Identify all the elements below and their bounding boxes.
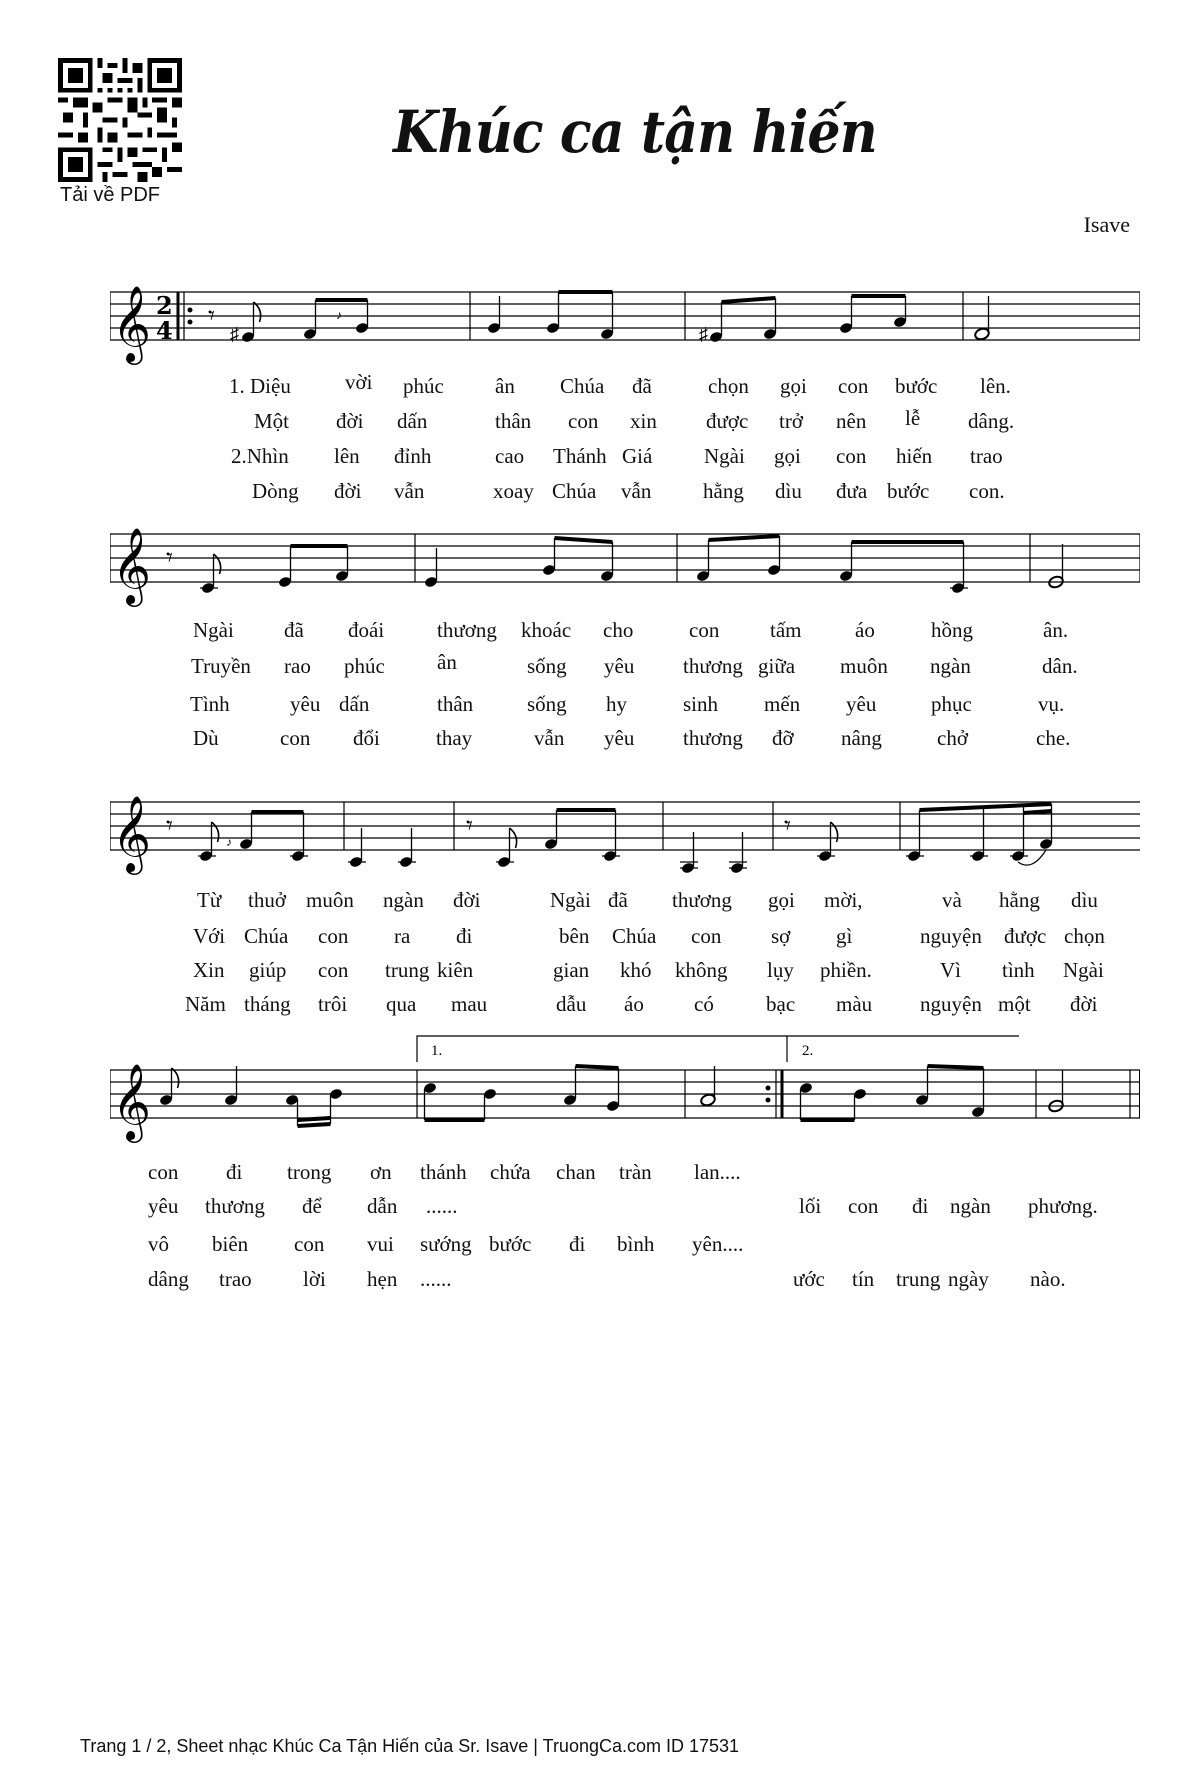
lyric-word: đã: [632, 374, 652, 398]
svg-text:𝄾: 𝄾: [208, 301, 215, 331]
lyric-word: mời,: [824, 888, 863, 912]
lyric-word: nguyện: [920, 924, 982, 948]
lyric-word: Một: [254, 409, 290, 433]
lyric-word: bạc: [766, 992, 796, 1016]
lyric-word: Từ: [197, 888, 222, 912]
lyric-word: đời: [336, 409, 364, 433]
lyric-word: đỉnh: [394, 444, 432, 468]
lyric-word: lối: [799, 1194, 822, 1218]
lyric-word: hằng: [999, 888, 1040, 912]
lyric-word: lên.: [980, 374, 1011, 398]
lyric-word: lụy: [767, 958, 794, 982]
lyric-word: vẫn: [394, 479, 425, 503]
lyric-word: dân.: [1042, 654, 1078, 678]
lyric-word: tràn: [619, 1160, 652, 1184]
lyric-word: áo: [624, 992, 644, 1016]
lyric-word: bước: [887, 479, 930, 503]
lyric-word: hằng: [703, 479, 744, 503]
lyric-word: chan: [556, 1160, 596, 1184]
lyric-word: sống: [527, 692, 567, 716]
lyric-word: con: [148, 1160, 179, 1184]
lyric-word: đưa: [836, 479, 868, 503]
lyric-word: Ngài: [550, 888, 591, 912]
lyric-word: ân: [437, 650, 457, 674]
staff-system-2: [110, 504, 1140, 614]
staff-system-4: [110, 1026, 1140, 1150]
lyric-word: lan....: [694, 1160, 741, 1184]
lyric-word: Ngài: [193, 618, 234, 642]
lyric-word: cao: [495, 444, 525, 468]
lyric-word: trở: [779, 409, 803, 433]
lyric-word: khoác: [521, 618, 572, 642]
lyric-word: bước: [895, 374, 938, 398]
lyric-word: một: [998, 992, 1031, 1016]
lyric-word: dìu: [1071, 888, 1098, 912]
lyric-word: ngàn: [930, 654, 971, 678]
lyric-word: phúc: [344, 654, 385, 678]
lyric-word: để: [302, 1194, 322, 1218]
lyric-word: Thánh: [553, 444, 607, 468]
lyric-word: con: [836, 444, 867, 468]
lyric-word: bước: [489, 1232, 532, 1256]
lyric-word: hẹn: [367, 1267, 398, 1291]
lyric-word: trong: [287, 1160, 332, 1184]
lyric-word: muôn: [840, 654, 888, 678]
lyric-word: dấn: [397, 409, 428, 433]
notes-system-4: [159, 1066, 1064, 1126]
lyric-word: vời: [345, 370, 373, 394]
lyric-word: ......: [426, 1194, 458, 1218]
lyric-word: dâng.: [968, 409, 1015, 433]
lyric-word: Dù: [193, 726, 219, 750]
lyric-word: tín: [852, 1267, 875, 1291]
lyric-word: con: [838, 374, 869, 398]
lyric-word: nâng: [841, 726, 882, 750]
lyric-word: vẫn: [534, 726, 565, 750]
lyric-word: được: [706, 409, 749, 433]
lyric-word: Ngài: [704, 444, 745, 468]
svg-text:♯: ♯: [699, 324, 708, 344]
lyric-word: lời: [303, 1267, 326, 1291]
lyric-word: che.: [1036, 726, 1071, 750]
treble-clef-icon: 𝄞: [112, 285, 152, 362]
lyric-word: ngàn: [950, 1194, 991, 1218]
lyric-word: Ngài: [1063, 958, 1104, 982]
lyric-word: hồng: [931, 618, 973, 642]
lyric-word: cho: [603, 618, 634, 642]
lyric-word: giúp: [249, 958, 287, 982]
lyric-word: chọn: [1064, 924, 1105, 948]
lyric-word: thương: [683, 654, 743, 678]
lyric-word: xoay: [493, 479, 534, 503]
lyric-word: yên....: [692, 1232, 744, 1256]
lyric-word: chứa: [490, 1160, 531, 1184]
lyric-word: Tình: [190, 692, 230, 716]
lyric-word: sống: [527, 654, 567, 678]
song-title: Khúc ca tận hiến: [393, 98, 877, 166]
lyric-word: con: [318, 924, 349, 948]
lyric-word: con: [294, 1232, 325, 1256]
lyric-word: vui: [367, 1232, 394, 1256]
lyric-word: chọn: [708, 374, 749, 398]
lyric-word: vụ.: [1038, 692, 1065, 716]
lyric-word: đổi: [353, 726, 380, 750]
lyric-word: ra: [394, 924, 411, 948]
lyric-word: yêu: [846, 692, 877, 716]
lyric-word: rao: [284, 654, 311, 678]
lyric-word: ......: [420, 1267, 452, 1291]
svg-text:♯: ♯: [230, 324, 239, 344]
lyric-word: đi: [569, 1232, 586, 1256]
time-signature-bottom: 4: [156, 316, 173, 345]
volta-2-label: 2.: [802, 1043, 814, 1059]
lyric-word: được: [1004, 924, 1047, 948]
lyric-word: vô: [148, 1232, 169, 1256]
lyric-word: ngày: [948, 1267, 989, 1291]
lyric-word: màu: [836, 992, 873, 1016]
lyric-word: nguyện: [920, 992, 982, 1016]
lyric-word: Chúa: [612, 924, 657, 948]
time-signature-top: 2: [156, 291, 173, 320]
lyric-word: đời: [453, 888, 481, 912]
lyric-word: hy: [606, 692, 627, 716]
lyric-word: ngàn: [383, 888, 424, 912]
lyric-word: ân.: [1043, 618, 1069, 642]
lyric-word: 2.Nhìn: [231, 444, 289, 468]
lyric-word: thương: [205, 1194, 265, 1218]
lyric-word: gọi: [780, 374, 807, 398]
lyric-word: lễ: [905, 406, 921, 430]
lyric-word: ơn: [370, 1160, 392, 1184]
lyric-word: con: [568, 409, 599, 433]
lyric-word: gọi: [774, 444, 801, 468]
lyric-word: khó: [620, 958, 652, 982]
lyric-word: đỡ: [772, 726, 794, 750]
lyric-word: tấm: [770, 618, 802, 642]
lyric-word: giữa: [758, 654, 796, 678]
lyric-word: thương: [437, 618, 497, 642]
lyric-word: đời: [1070, 992, 1098, 1016]
lyric-word: trao: [970, 444, 1003, 468]
lyric-word: phúc: [403, 374, 444, 398]
lyric-word: lên: [334, 444, 360, 468]
lyric-word: con: [689, 618, 720, 642]
lyric-word: Giá: [622, 444, 653, 468]
lyric-word: gọi: [768, 888, 795, 912]
lyric-word: ân: [495, 374, 515, 398]
notes-system-1: [230, 292, 990, 344]
lyric-word: 1. Diệu: [229, 374, 291, 398]
lyric-word: kiên: [437, 958, 474, 982]
lyric-word: không: [675, 958, 728, 982]
lyric-word: hiến: [896, 444, 933, 468]
lyric-word: đã: [608, 888, 628, 912]
lyric-word: biên: [212, 1232, 249, 1256]
lyric-word: và: [942, 888, 962, 912]
lyric-word: đời: [334, 479, 362, 503]
lyric-word: muôn: [306, 888, 354, 912]
page-footer: Trang 1 / 2, Sheet nhạc Khúc Ca Tận Hiến của Sr. Isave | TruongCa.com ID 17531: [80, 1736, 740, 1756]
lyric-word: yêu: [604, 726, 635, 750]
lyric-word: đi: [456, 924, 473, 948]
lyric-word: thánh: [420, 1160, 467, 1184]
lyric-word: con.: [969, 479, 1005, 503]
lyric-word: có: [694, 992, 714, 1016]
lyric-word: dâng: [148, 1267, 189, 1291]
lyric-word: phương.: [1028, 1194, 1098, 1218]
lyric-word: con: [848, 1194, 879, 1218]
treble-clef-icon: 𝄞: [112, 1063, 152, 1140]
svg-text:𝄾: 𝄾: [166, 811, 173, 841]
lyric-word: trao: [219, 1267, 252, 1291]
lyric-word: thương: [672, 888, 732, 912]
lyric-word: gì: [836, 924, 853, 948]
lyric-word: bên: [559, 924, 590, 948]
lyric-word: dấn: [339, 692, 370, 716]
lyric-word: con: [691, 924, 722, 948]
lyric-word: thương: [683, 726, 743, 750]
staff-system-3: [110, 772, 1140, 882]
lyric-word: chở: [937, 726, 968, 750]
lyric-word: Truyền: [191, 654, 251, 678]
svg-text:𝄾: 𝄾: [784, 811, 791, 841]
volta-1-label: 1.: [431, 1043, 443, 1059]
lyric-word: Dòng: [252, 479, 299, 503]
lyric-word: sinh: [683, 692, 719, 716]
download-pdf-link[interactable]: Tải về PDF: [60, 184, 161, 206]
composer-name: Isave: [1083, 212, 1130, 237]
treble-clef-icon: 𝄞: [112, 527, 152, 604]
lyric-word: yêu: [148, 1194, 179, 1218]
lyric-word: Chúa: [552, 479, 597, 503]
lyric-word: thân: [437, 692, 474, 716]
lyric-word: vẫn: [621, 479, 652, 503]
lyric-word: đoái: [348, 618, 385, 642]
staff-system-1: [110, 262, 1140, 372]
lyric-word: gian: [553, 958, 590, 982]
lyric-word: phiền.: [820, 958, 872, 982]
svg-text:♪: ♪: [226, 835, 232, 849]
svg-text:𝄾: 𝄾: [466, 811, 473, 841]
lyric-word: nào.: [1030, 1267, 1066, 1291]
treble-clef-icon: 𝄞: [112, 795, 152, 872]
lyric-word: dìu: [775, 479, 802, 503]
lyric-word: đi: [912, 1194, 929, 1218]
lyric-word: yêu: [290, 692, 321, 716]
lyric-word: tình: [1002, 958, 1035, 982]
lyric-word: sướng: [420, 1232, 472, 1256]
lyric-word: xin: [630, 409, 657, 433]
lyric-word: trung: [896, 1267, 941, 1291]
lyric-word: sợ: [771, 924, 791, 948]
lyric-word: ước: [793, 1267, 825, 1291]
lyric-word: con: [280, 726, 311, 750]
lyric-word: qua: [386, 992, 417, 1016]
lyric-word: Xin: [193, 958, 225, 982]
lyric-word: áo: [855, 618, 875, 642]
lyric-word: thân: [495, 409, 532, 433]
lyric-word: Năm: [185, 992, 226, 1016]
lyric-word: Với: [193, 924, 226, 948]
lyric-word: dẫu: [556, 992, 587, 1016]
lyric-word: Chúa: [244, 924, 289, 948]
lyric-word: nên: [836, 409, 867, 433]
lyric-word: bình: [617, 1232, 655, 1256]
lyric-word: Chúa: [560, 374, 605, 398]
lyric-word: thay: [436, 726, 473, 750]
lyric-word: đi: [226, 1160, 243, 1184]
lyric-word: trôi: [318, 992, 348, 1016]
lyric-word: tháng: [244, 992, 291, 1016]
lyric-word: con: [318, 958, 349, 982]
lyric-word: dẫn: [367, 1194, 398, 1218]
lyric-word: thuở: [248, 888, 286, 912]
svg-text:𝄾: 𝄾: [166, 543, 173, 573]
lyric-word: mau: [451, 992, 488, 1016]
lyric-word: đã: [284, 618, 304, 642]
lyric-word: phục: [931, 692, 972, 716]
lyric-word: mến: [764, 692, 801, 716]
lyric-word: trung: [385, 958, 430, 982]
lyric-word: yêu: [604, 654, 635, 678]
lyric-word: Vì: [940, 958, 961, 982]
svg-text:♪: ♪: [336, 308, 342, 322]
notes-system-2: [200, 536, 1064, 594]
